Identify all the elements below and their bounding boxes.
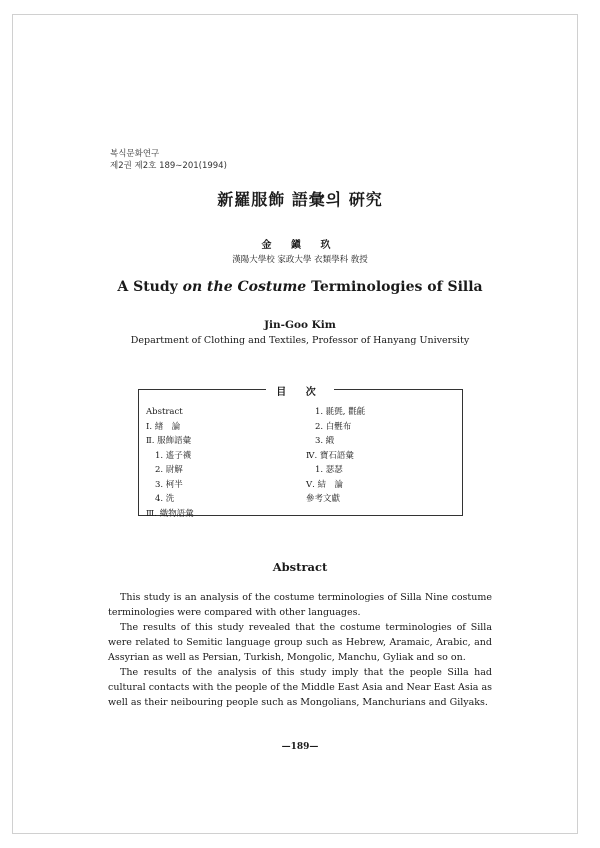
english-title-part1: A Study bbox=[117, 279, 183, 295]
korean-title: 新羅服飾 語彙의 硏究 bbox=[217, 190, 383, 209]
journal-info bbox=[110, 148, 227, 172]
abstract-paragraph: The results of the analysis of this study imply that the people Silla had cultural contacts with the people of the Middle East Asia and Near East Asia as well as their neibouring people such as Mongolians, Manchurians and Gilyaks. bbox=[108, 667, 492, 708]
journal-volume: 제2권 제2호 189∼201(1994) bbox=[110, 161, 227, 171]
english-title-part2: on the Costume bbox=[182, 279, 307, 295]
toc-item: 1. 遙子襪 bbox=[155, 450, 192, 461]
english-author: Jin-Goo Kim bbox=[264, 319, 336, 331]
toc-left-column bbox=[146, 405, 194, 521]
abstract-heading: Abstract bbox=[272, 560, 328, 574]
toc-item: 2. 白氎布 bbox=[315, 421, 352, 432]
korean-author: 金 鎭 玖 bbox=[261, 240, 339, 251]
toc-item: 3. 柯半 bbox=[155, 479, 183, 490]
toc-item: 1. 毾㲪, 氍毹 bbox=[315, 407, 366, 417]
english-title bbox=[0, 279, 600, 295]
abstract-body bbox=[108, 590, 492, 710]
toc-item: 3. 緞 bbox=[315, 436, 335, 446]
toc-right-column bbox=[306, 405, 365, 507]
journal-name: 복식문화연구 bbox=[110, 149, 160, 159]
toc-item: Ⅴ. 結 論 bbox=[306, 479, 344, 490]
toc-header bbox=[0, 380, 600, 399]
toc-item: 參考文獻 bbox=[306, 494, 341, 504]
korean-affiliation: 漢陽大學校 家政大學 衣類學科 敎授 bbox=[232, 255, 368, 265]
toc-item: Abstract bbox=[146, 407, 183, 417]
toc-item: Ⅱ. 服飾語彙 bbox=[146, 436, 192, 446]
toc-item: 1. 瑟瑟 bbox=[315, 465, 343, 475]
toc-item: Ⅲ. 織物語彙 bbox=[146, 508, 194, 519]
page-number: —189— bbox=[281, 742, 319, 752]
english-affiliation: Department of Clothing and Textiles, Professor of Hanyang University bbox=[130, 335, 470, 346]
abstract-paragraph: The results of this study revealed that the costume terminologies of Silla were related to Semitic language group such as Hebrew, Aramaic, Arabic, and Assyrian as well as Persian, Turkish, Mongolic, Manchu, Gyliak and so on. bbox=[108, 622, 492, 663]
abstract-paragraph: This study is an analysis of the costume terminologies of Silla Nine costume terminologies were compared with other languages. bbox=[108, 592, 492, 618]
toc-item: Ⅰ. 緖 論 bbox=[146, 421, 181, 432]
toc-item: 4. 洗 bbox=[155, 494, 175, 504]
toc-item: Ⅳ. 寶石語彙 bbox=[306, 450, 354, 461]
toc-item: 2. 尉解 bbox=[155, 465, 183, 475]
english-title-part3: Terminologies of Silla bbox=[306, 279, 483, 295]
toc-header-label: 目 次 bbox=[266, 387, 333, 398]
